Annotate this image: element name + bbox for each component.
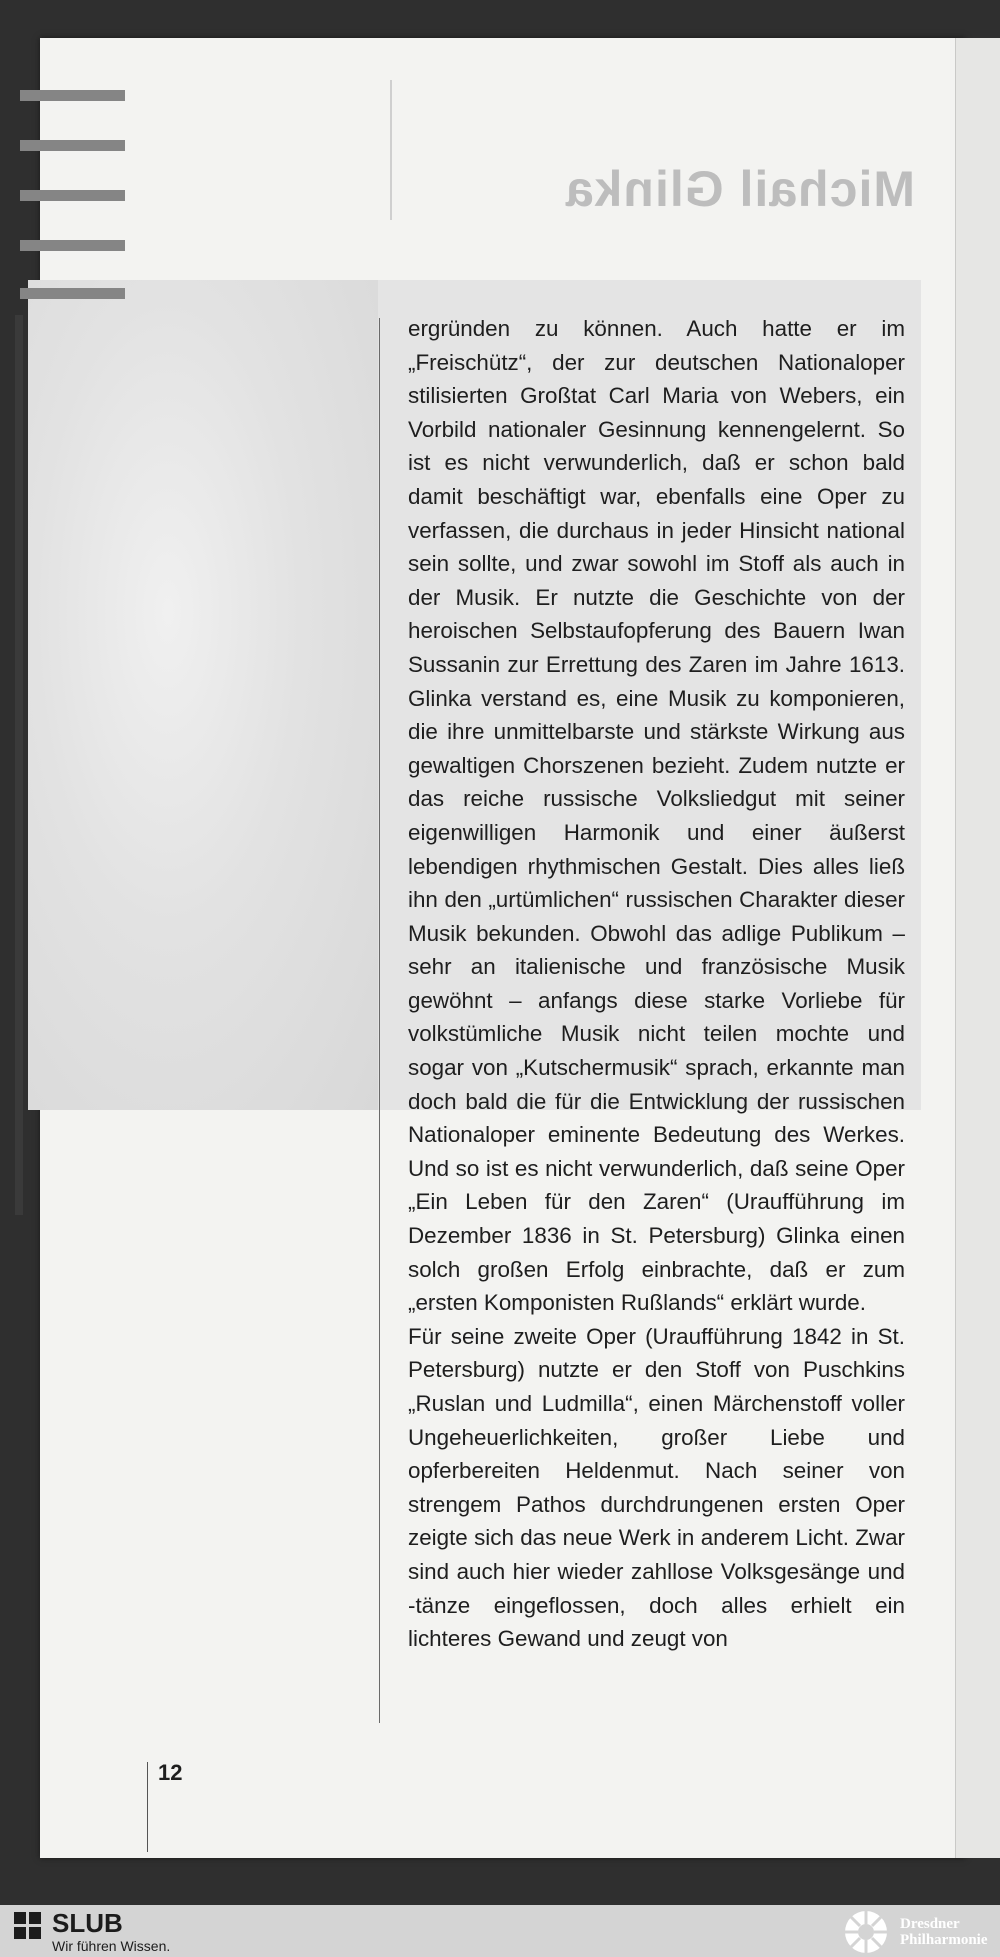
body-text xyxy=(408,312,905,1656)
library-tagline: Wir führen Wissen. xyxy=(52,1938,171,1954)
slub-logo-icon xyxy=(14,1912,42,1940)
margin-bar xyxy=(20,190,125,201)
paragraph: ergründen zu können. Auch hatte er im „Freischütz“, der zur deutschen Nationaloper stilisierten Großtat Carl Maria von Webers, ein Vorbild nationaler Gesinnung kennengelernt. So ist es nicht verwunderlich, daß er schon bald damit beschäftigt war, ebenfalls eine Oper zu verfassen, die durchaus in jeder Hinsicht national sein sollte, und zwar sowohl im Stoff als auch in der Musik. Er nutzte die Geschichte von der heroischen Selbstaufopferung des Bauern Iwan Sussanin zur Errettung des Zaren im Jahre 1613. Glinka verstand es, eine Musik zu komponieren, die ihre unmittelbarste und stärkste Wirkung aus gewaltigen Chorszenen bezieht. Zudem nutzte er das reiche russische Volksliedgut mit seiner eigenwilligen Harmonik und einer äußerst lebendigen rhythmischen Gestalt. Dies alles ließ ihn den „urtümlichen“ russischen Charakter dieser Musik bekunden. Obwohl das adlige Publikum – sehr an italienische und französische Musik gewöhnt – anfangs diese starke Vorliebe für volkstümliche Musik nicht teilen mochte und sogar von „Kutschermusik“ sprach, erkannte man doch bald die für die Entwicklung der russischen Nationaloper eminente Bedeutung des Werkes. Und so ist es nicht verwunderlich, daß seine Oper „Ein Leben für den Zaren“ (Uraufführung im Dezember 1836 in St. Petersburg) Glinka einen solch großen Erfolg einbrachte, daß er zum „ersten Komponisten Rußlands“ erklärt wurde. xyxy=(408,316,905,1316)
page-number: 12 xyxy=(158,1760,183,1785)
show-through-portrait xyxy=(28,280,378,1110)
library-name: SLUB xyxy=(52,1908,123,1938)
column-rule xyxy=(379,318,380,1723)
show-through-logo xyxy=(390,80,437,220)
margin-bar xyxy=(20,288,125,299)
philharmonie-logo-icon xyxy=(842,1909,890,1955)
orchestra-name xyxy=(900,1916,988,1948)
orchestra-name-line2: Philharmonie xyxy=(900,1932,988,1948)
margin-bar xyxy=(20,140,125,151)
orchestra-name-line1: Dresdner xyxy=(900,1916,960,1932)
paragraph: Für seine zweite Oper (Uraufführung 1842 in St. Petersburg) nutzte er den Stoff von Puschkins „Ruslan und Ludmilla“, einen Märchenstoff voller Ungeheuerlichkeiten, großer Liebe und opferbereiten Heldenmut. Nach seiner von strengem Pathos durchdrungenen ersten Oper zeigte sich das neue Werk in anderem Licht. Zwar sind auch hier wieder zahllose Volksgesänge und -tänze eingeflossen, doch alles erhielt ein lichteres Gewand und zeugt von xyxy=(408,1323,905,1652)
bleed-through-header: Michail Glinka xyxy=(564,161,915,217)
binding-shadow xyxy=(15,315,23,1215)
page-number-rule xyxy=(147,1762,148,1852)
margin-bar xyxy=(20,240,125,251)
margin-bar xyxy=(20,90,125,101)
next-page-edge xyxy=(955,38,1000,1858)
